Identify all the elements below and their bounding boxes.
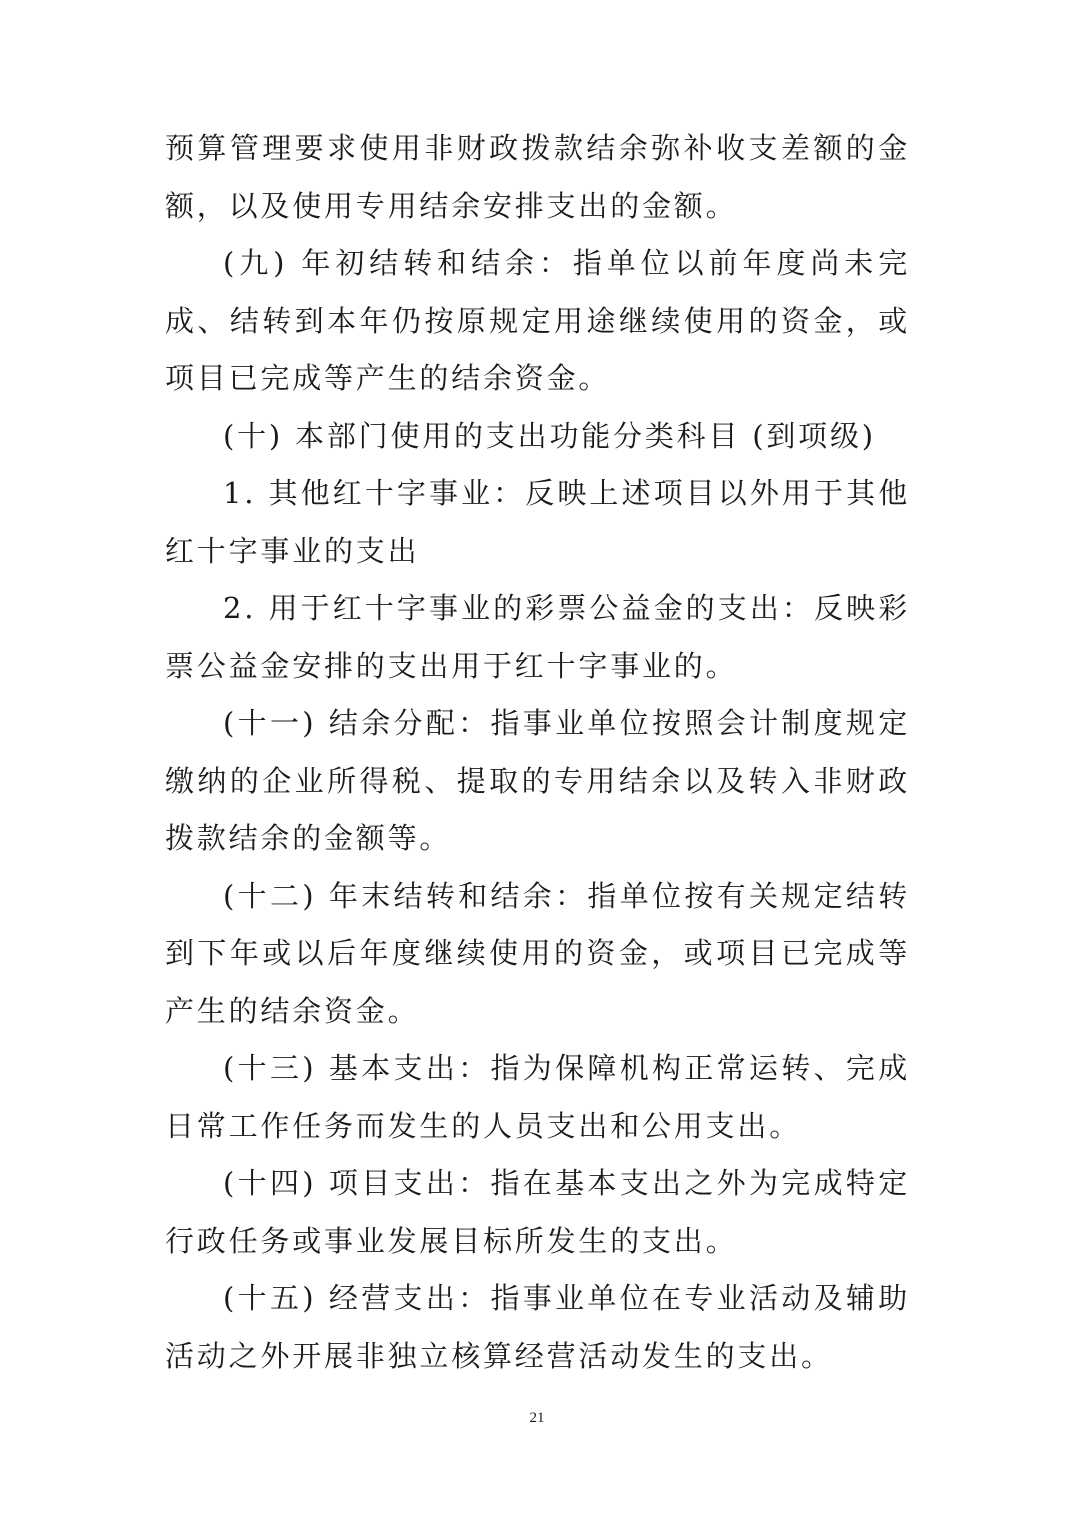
paragraph-item-10: (十) 本部门使用的支出功能分类科目 (到项级) <box>223 418 876 453</box>
page-number: 21 <box>529 1410 545 1426</box>
paragraph-item-12: (十二) 年末结转和结余：指单位按有关规定结转到下年或以后年度继续使用的资金，或项目已完成等产生的结余资金。 <box>165 878 910 1028</box>
paragraph-subitem-2: 2. 用于红十字事业的彩票公益金的支出：反映彩票公益金安排的支出用于红十字事业的。 <box>165 591 910 683</box>
paragraph-item-14: (十四) 项目支出：指在基本支出之外为完成特定行政任务或事业发展目标所发生的支出。 <box>165 1166 910 1258</box>
paragraph-item-11: (十一) 结余分配：指事业单位按照会计制度规定缴纳的企业所得税、提取的专用结余以及转入非财政拨款结余的金额等。 <box>165 706 910 855</box>
paragraph-item-15: (十五) 经营支出：指事业单位在专业活动及辅助活动之外开展非独立核算经营活动发生的支出。 <box>165 1281 910 1373</box>
paragraph-continuation: 预算管理要求使用非财政拨款结余弥补收支差额的金额，以及使用专用结余安排支出的金额。 <box>165 131 910 223</box>
paragraph-subitem-1: 1. 其他红十字事业：反映上述项目以外用于其他红十字事业的支出 <box>165 476 910 568</box>
paragraph-item-9: (九) 年初结转和结余：指单位以前年度尚未完成、结转到本年仍按原规定用途继续使用的资金，或项目已完成等产生的结余资金。 <box>165 246 910 395</box>
document-body <box>165 120 910 1385</box>
paragraph-item-13: (十三) 基本支出：指为保障机构正常运转、完成日常工作任务而发生的人员支出和公用支出。 <box>165 1051 910 1143</box>
